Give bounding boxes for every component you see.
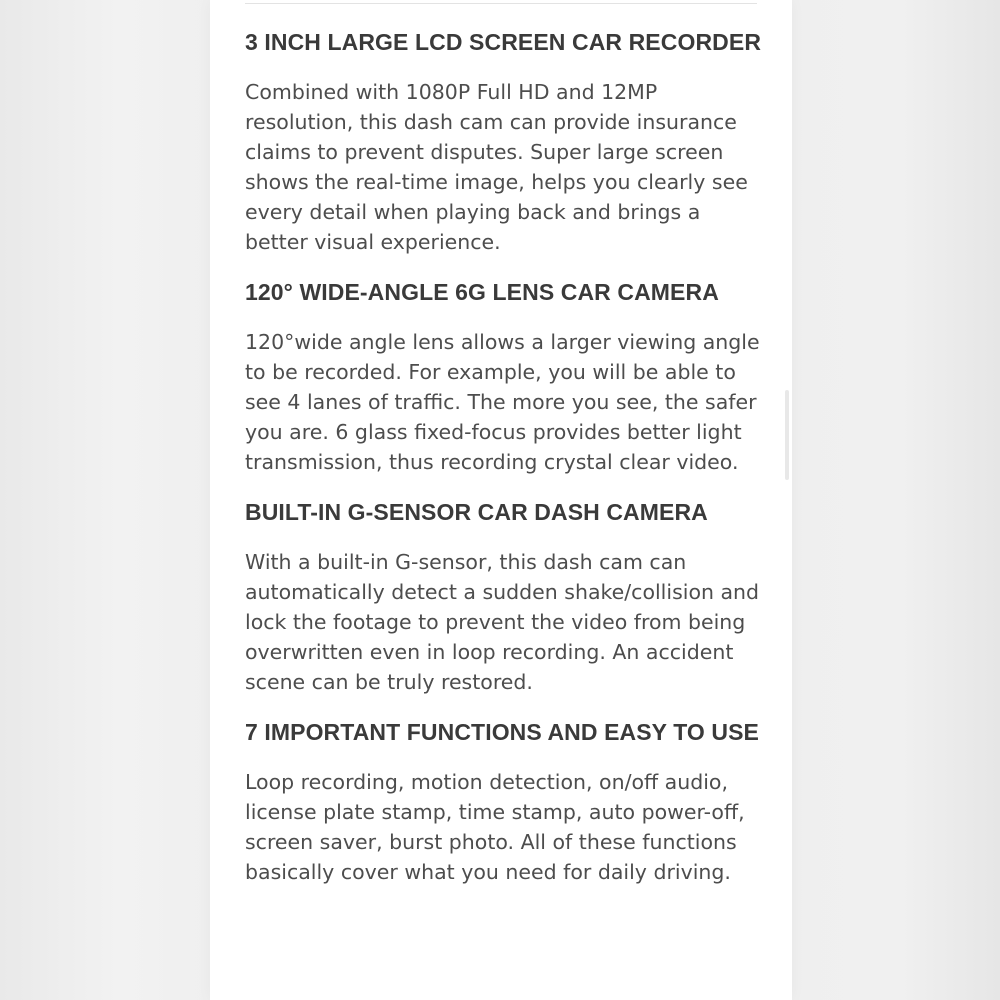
section-heading-functions: 7 IMPORTANT FUNCTIONS AND EASY TO USE: [245, 719, 760, 745]
scrollbar[interactable]: [785, 390, 789, 480]
product-description: [245, 27, 765, 887]
section-body-g-sensor: With a built-in G-sensor, this dash cam can automatically detect a sudden shake/collision and lock the footage to prevent the video from being overwritten even in loop recording. An accident scene can be truly restored.: [245, 550, 760, 694]
section-heading-g-sensor: BUILT-IN G-SENSOR CAR DASH CAMERA: [245, 499, 708, 525]
section-body-lcd-screen: Combined with 1080P Full HD and 12MP resolution, this dash cam can provide insurance claims to prevent disputes. Super large screen shows the real-time image, helps you clearly see every detail when playing back and brings a better visual experience.: [245, 80, 748, 254]
section-body-wide-angle-lens: 120°wide angle lens allows a larger viewing angle to be recorded. For example, you will be able to see 4 lanes of traffic. The more you see, the safer you are. 6 glass fixed-focus provides better light transmission, thus recording crystal clear video.: [245, 330, 760, 474]
section-heading-lcd-screen: 3 INCH LARGE LCD SCREEN CAR RECORDER: [245, 29, 762, 55]
section-body-functions: Loop recording, motion detection, on/off audio, license plate stamp, time stamp, auto power-off, screen saver, burst photo. All of these functions basically cover what you need for daily driving.: [245, 770, 745, 884]
top-divider: [245, 3, 757, 4]
product-description-panel[interactable]: [210, 0, 792, 1000]
section-heading-wide-angle-lens: 120° WIDE-ANGLE 6G LENS CAR CAMERA: [245, 279, 719, 305]
